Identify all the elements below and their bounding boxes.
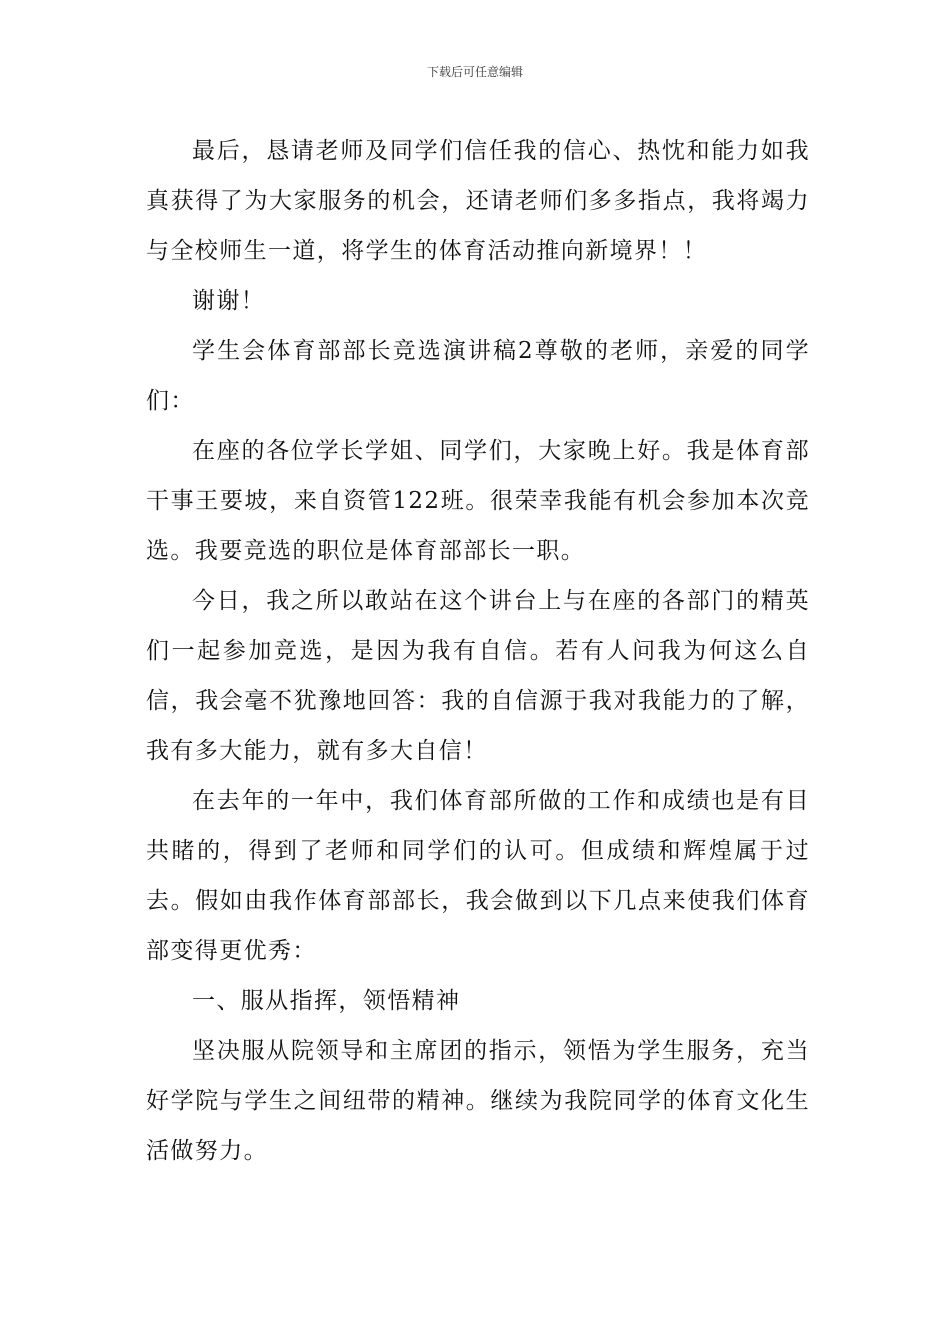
paragraph-speech-title: 学生会体育部部长竞选演讲稿2尊敬的老师，亲爱的同学们：	[146, 338, 810, 414]
paragraph-point-one-heading: 一、服从指挥，领悟精神	[192, 988, 461, 1014]
paragraph-point-one-body: 坚决服从院领导和主席团的指示，领悟为学生服务，充当好学院与学生之间纽带的精神。继续为我院同学的体育文化生活做努力。	[146, 1038, 810, 1164]
paragraph-thanks: 谢谢！	[192, 288, 266, 314]
header-note: 下载后可任意编辑	[426, 65, 523, 79]
paragraph-past-year: 在去年的一年中，我们体育部所做的工作和成绩也是有目共睹的，得到了老师和同学们的认可。但成绩和辉煌属于过去。假如由我作体育部部长，我会做到以下几点来使我们体育部变得更优秀：	[146, 788, 810, 964]
paragraph-closing-appeal: 最后，恳请老师及同学们信任我的信心、热忱和能力如我真获得了为大家服务的机会，还请老师们多多指点，我将竭力与全校师生一道，将学生的体育活动推向新境界！！	[146, 138, 810, 264]
document-body	[146, 126, 810, 1176]
paragraph-greeting: 在座的各位学长学姐、同学们，大家晚上好。我是体育部干事王要坡，来自资管122班。很荣幸我能有机会参加本次竞选。我要竞选的职位是体育部部长一职。	[146, 438, 810, 564]
paragraph-confidence: 今日，我之所以敢站在这个讲台上与在座的各部门的精英们一起参加竞选，是因为我有自信。若有人问我为何这么自信，我会毫不犹豫地回答：我的自信源于我对我能力的了解，我有多大能力，就有多大自信！	[146, 588, 810, 764]
